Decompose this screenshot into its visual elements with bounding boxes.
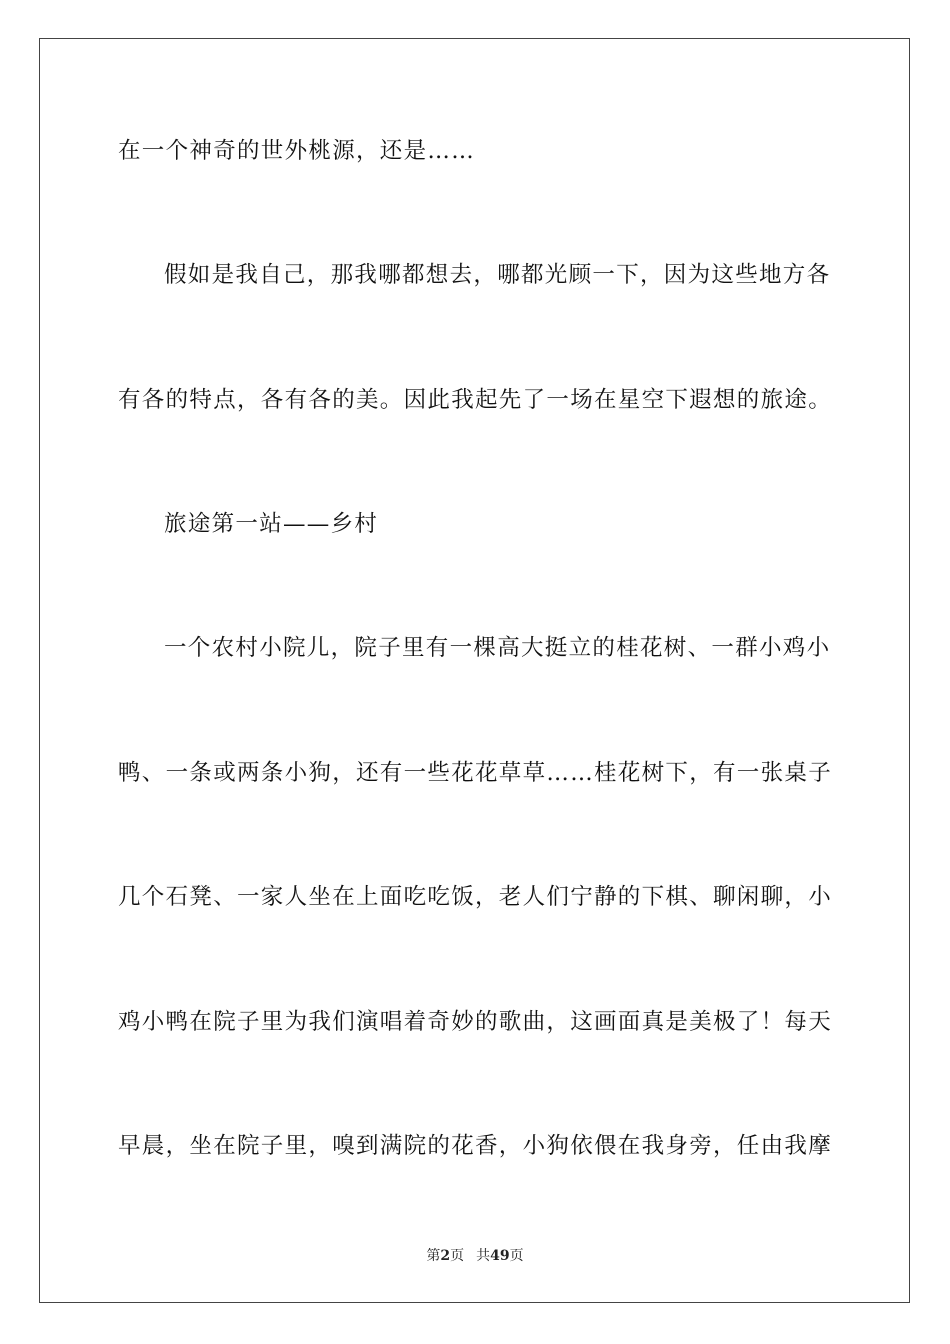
- page-number: 2: [440, 1248, 451, 1264]
- total-pages: 49: [490, 1248, 510, 1264]
- text-line-6: 鸭、一条或两条小狗，还有一些花花草草……桂花树下，有一张桌子: [118, 760, 833, 786]
- page-border: [39, 38, 910, 1303]
- total-prefix: 共: [476, 1248, 491, 1264]
- page-prefix: 第: [426, 1248, 441, 1264]
- text-line-5: 一个农村小院儿，院子里有一棵高大挺立的桂花树、一群小鸡小: [164, 635, 831, 661]
- text-line-1: 在一个神奇的世外桃源，还是……: [118, 138, 476, 164]
- page-footer: [0, 1246, 950, 1266]
- text-line-7: 几个石凳、一家人坐在上面吃吃饭，老人们宁静的下棋、聊闲聊，小: [118, 884, 833, 910]
- page-suffix: 页: [450, 1248, 465, 1264]
- section-heading: 旅途第一站——乡村: [164, 511, 379, 537]
- text-line-3: 有各的特点，各有各的美。因此我起先了一场在星空下遐想的旅途。: [118, 387, 833, 413]
- text-line-9: 早晨，坐在院子里，嗅到满院的花香，小狗依偎在我身旁，任由我摩: [118, 1133, 833, 1159]
- text-line-2: 假如是我自己，那我哪都想去，哪都光顾一下，因为这些地方各: [164, 262, 831, 288]
- total-suffix: 页: [509, 1248, 524, 1264]
- text-line-8: 鸡小鸭在院子里为我们演唱着奇妙的歌曲，这画面真是美极了！每天: [118, 1009, 833, 1035]
